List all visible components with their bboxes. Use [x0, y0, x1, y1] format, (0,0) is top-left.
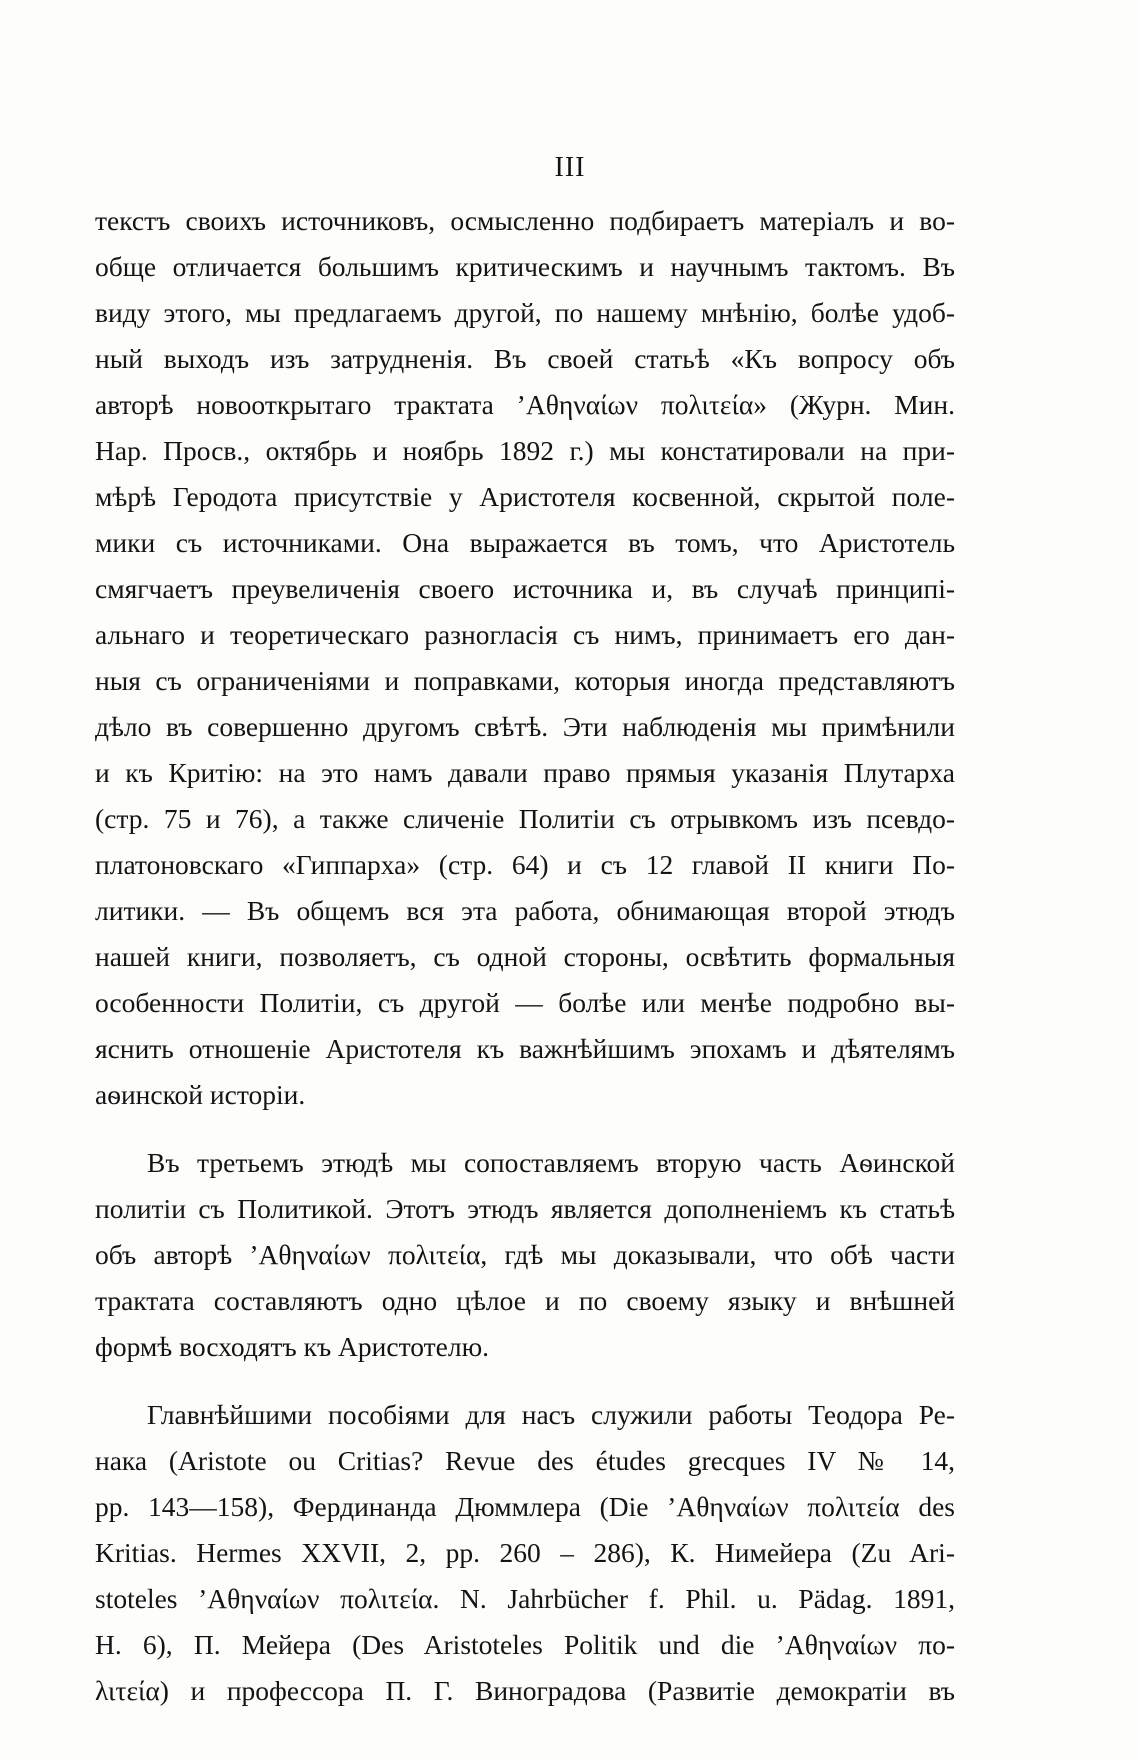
- text-line: особенности Политіи, съ другой — болѣе или менѣе подробно вы-: [95, 987, 955, 1018]
- text-line: ныя съ ограниченіями и поправками, которыя иногда представляютъ: [95, 665, 955, 696]
- paragraph-2: [95, 1140, 955, 1370]
- text-line: ный выходъ изъ затрудненія. Въ своей статьѣ «Къ вопросу объ: [95, 343, 955, 374]
- text-line: H. 6), П. Мейера (Des Aristoteles Politik und die ’Αθηναίων πο-: [95, 1629, 955, 1660]
- text-line: литики. — Въ общемъ вся эта работа, обнимающая второй этюдъ: [95, 895, 955, 926]
- text-line: Главнѣйшими пособіями для насъ служили работы Теодора Ре-: [147, 1399, 955, 1430]
- text-line: pp. 143—158), Фердинанда Дюммлера (Die ’Αθηναίων πολιτεία des: [95, 1491, 955, 1522]
- text-line: аѳинской исторіи.: [95, 1079, 306, 1110]
- text-line: мики съ источниками. Она выражается въ томъ, что Аристотель: [95, 527, 955, 558]
- text-line: формѣ восходятъ къ Аристотелю.: [95, 1331, 489, 1362]
- text-line: текстъ своихъ источниковъ, осмысленно подбираетъ матеріалъ и во-: [95, 205, 955, 236]
- text-line: λιτεία) и профессора П. Г. Виноградова (Развитіе демократіи въ: [95, 1675, 955, 1706]
- text-line: обще отличается большимъ критическимъ и научнымъ тактомъ. Въ: [95, 251, 955, 282]
- text-line: объ авторѣ ’Αθηναίων πολιτεία, гдѣ мы доказывали, что обѣ части: [95, 1239, 955, 1270]
- text-line: политіи съ Политикой. Этотъ этюдъ является дополненіемъ къ статьѣ: [95, 1193, 955, 1224]
- text-line: и къ Критію: на это намъ давали право прямыя указанія Плутарха: [95, 757, 955, 788]
- paragraph-3: [95, 1392, 955, 1714]
- text-line: альнаго и теоретическаго разногласія съ нимъ, принимаетъ его дан-: [95, 619, 955, 650]
- text-line: нака (Aristote ou Critias? Revue des études grecques IV № 14,: [95, 1445, 955, 1476]
- text-line: stoteles ’Αθηναίων πολιτεία. N. Jahrbücher f. Phil. u. Pädag. 1891,: [95, 1583, 955, 1614]
- text-line: платоновскаго «Гиппарха» (стр. 64) и съ 12 главой II книги По-: [95, 849, 955, 880]
- text-line: Въ третьемъ этюдѣ мы сопоставляемъ вторую часть Аѳинской: [147, 1147, 955, 1178]
- page-number: III: [554, 152, 586, 183]
- paragraph-gap: [95, 1370, 955, 1392]
- text-line: дѣло въ совершенно другомъ свѣтѣ. Эти наблюденія мы примѣнили: [95, 711, 955, 742]
- text-line: яснить отношеніе Аристотеля къ важнѣйшимъ эпохамъ и дѣятелямъ: [95, 1033, 955, 1064]
- text-line: нашей книги, позволяетъ, съ одной стороны, освѣтить формальныя: [95, 941, 955, 972]
- text-line: Kritias. Hermes XXVII, 2, pp. 260 – 286), К. Нимейера (Zu Ari-: [95, 1537, 955, 1568]
- text-line: мѣрѣ Геродота присутствіе у Аристотеля косвенной, скрытой поле-: [95, 481, 955, 512]
- text-line: виду этого, мы предлагаемъ другой, по нашему мнѣнію, болѣе удоб-: [95, 297, 955, 328]
- text-line: авторѣ новооткрытаго трактата ’Αθηναίων πολιτεία» (Журн. Мин.: [95, 389, 955, 420]
- text-line: (стр. 75 и 76), а также сличеніе Политіи съ отрывкомъ изъ псевдо-: [95, 803, 955, 834]
- body-text: [95, 198, 955, 1714]
- text-line: трактата составляютъ одно цѣлое и по своему языку и внѣшней: [95, 1285, 955, 1316]
- text-line: Нар. Просв., октябрь и ноябрь 1892 г.) мы констатировали на при-: [95, 435, 955, 466]
- text-line: смягчаетъ преувеличенія своего источника и, въ случаѣ принципі-: [95, 573, 955, 604]
- paragraph-1: [95, 198, 955, 1118]
- paragraph-gap: [95, 1118, 955, 1140]
